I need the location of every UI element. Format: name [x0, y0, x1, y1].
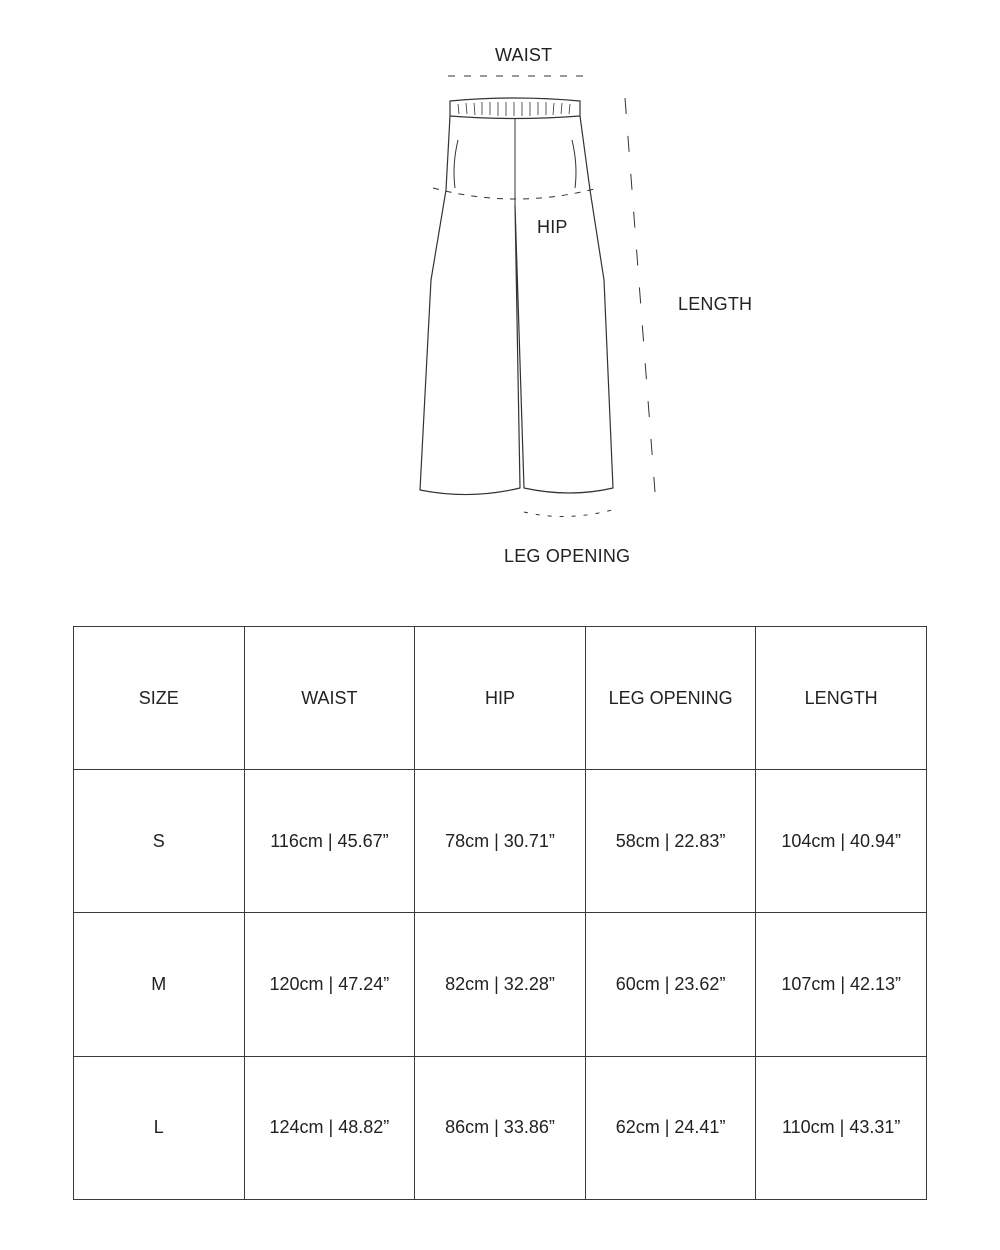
length-cell: 110cm | 43.31” — [756, 1056, 927, 1199]
waist-cell: 124cm | 48.82” — [244, 1056, 415, 1199]
pants-illustration — [0, 0, 1000, 600]
size-cell: M — [74, 913, 245, 1056]
table-row — [74, 1056, 927, 1199]
hip-cell: 78cm | 30.71” — [415, 770, 586, 913]
table-header-row — [74, 627, 927, 770]
table-row — [74, 913, 927, 1056]
size-cell: L — [74, 1056, 245, 1199]
waist-cell: 120cm | 47.24” — [244, 913, 415, 1056]
right-pocket — [572, 140, 576, 188]
leg-opening-cell: 58cm | 22.83” — [585, 770, 756, 913]
header-leg-opening: LEG OPENING — [585, 627, 756, 770]
waistband-gathers — [458, 102, 570, 116]
pants-outline — [420, 116, 613, 495]
leg-opening-cell: 62cm | 24.41” — [585, 1056, 756, 1199]
table-row — [74, 770, 927, 913]
header-hip: HIP — [415, 627, 586, 770]
hip-cell: 86cm | 33.86” — [415, 1056, 586, 1199]
length-label: LENGTH — [678, 294, 753, 314]
left-pocket — [454, 140, 458, 188]
header-waist: WAIST — [244, 627, 415, 770]
size-cell: S — [74, 770, 245, 913]
header-size: SIZE — [74, 627, 245, 770]
header-length: LENGTH — [756, 627, 927, 770]
length-cell: 107cm | 42.13” — [756, 913, 927, 1056]
waist-label: WAIST — [495, 45, 553, 65]
waist-cell: 116cm | 45.67” — [244, 770, 415, 913]
waistband — [450, 98, 580, 119]
leg-opening-label: LEG OPENING — [504, 546, 631, 566]
leg-opening-cell: 60cm | 23.62” — [585, 913, 756, 1056]
hip-label: HIP — [537, 217, 568, 237]
length-cell: 104cm | 40.94” — [756, 770, 927, 913]
pants-measurement-diagram — [0, 0, 1000, 600]
size-chart-table — [73, 626, 927, 1200]
leg-opening-measure-line — [524, 510, 612, 517]
hip-cell: 82cm | 32.28” — [415, 913, 586, 1056]
length-measure-line — [625, 98, 655, 492]
